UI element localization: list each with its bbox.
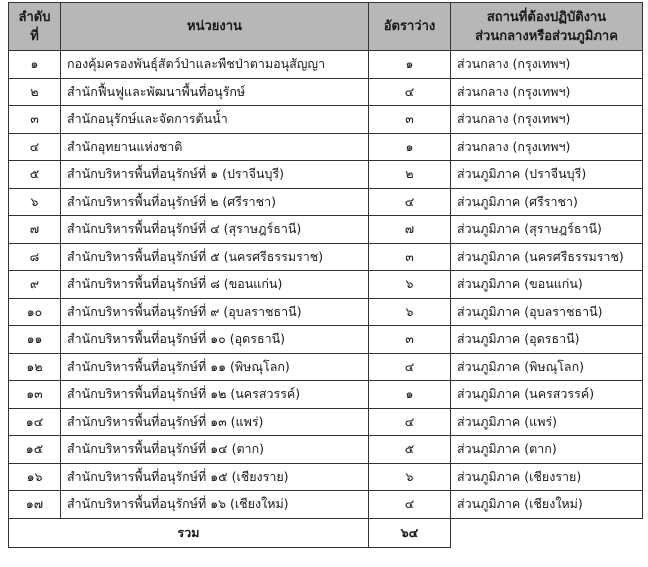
row-number: ๒ bbox=[9, 78, 61, 106]
row-vacancy-count: ๖ bbox=[369, 298, 451, 326]
row-vacancy-count: ๖ bbox=[369, 271, 451, 299]
row-number: ๑๗ bbox=[9, 491, 61, 519]
header-location-line2: ส่วนกลางหรือส่วนภูมิภาค bbox=[475, 28, 618, 44]
row-unit: กองคุ้มครองพันธุ์สัตว์ป่าและพืชป่าตามอนุสัญญา bbox=[61, 51, 369, 79]
row-location: ส่วนภูมิภาค (อุดรธานี) bbox=[451, 326, 643, 354]
row-unit: สำนักฟื้นฟูและพัฒนาพื้นที่อนุรักษ์ bbox=[61, 78, 369, 106]
table-row bbox=[9, 78, 643, 106]
row-number: ๑๓ bbox=[9, 381, 61, 409]
row-unit: สำนักบริหารพื้นที่อนุรักษ์ที่ ๑๐ (อุดรธานี) bbox=[61, 326, 369, 354]
row-location: ส่วนภูมิภาค (แพร่) bbox=[451, 408, 643, 436]
total-row bbox=[9, 518, 643, 547]
row-location: ส่วนภูมิภาค (ปราจีนบุรี) bbox=[451, 161, 643, 189]
row-location: ส่วนภูมิภาค (ศรีราชา) bbox=[451, 188, 643, 216]
row-location: ส่วนกลาง (กรุงเทพฯ) bbox=[451, 133, 643, 161]
row-vacancy-count: ๗ bbox=[369, 216, 451, 244]
row-vacancy-count: ๖ bbox=[369, 463, 451, 491]
row-number: ๑๒ bbox=[9, 353, 61, 381]
row-unit: สำนักบริหารพื้นที่อนุรักษ์ที่ ๑ (ปราจีนบุรี) bbox=[61, 161, 369, 189]
row-number: ๑๐ bbox=[9, 298, 61, 326]
row-vacancy-count: ๓ bbox=[369, 326, 451, 354]
row-number: ๑๕ bbox=[9, 436, 61, 464]
row-number: ๓ bbox=[9, 106, 61, 134]
row-vacancy-count: ๔ bbox=[369, 78, 451, 106]
row-vacancy-count: ๔ bbox=[369, 353, 451, 381]
table-row bbox=[9, 243, 643, 271]
row-unit: สำนักบริหารพื้นที่อนุรักษ์ที่ ๒ (ศรีราชา) bbox=[61, 188, 369, 216]
row-unit: สำนักบริหารพื้นที่อนุรักษ์ที่ ๑๔ (ตาก) bbox=[61, 436, 369, 464]
row-vacancy-count: ๓ bbox=[369, 106, 451, 134]
row-vacancy-count: ๔ bbox=[369, 188, 451, 216]
row-unit: สำนักบริหารพื้นที่อนุรักษ์ที่ ๘ (ขอนแก่น) bbox=[61, 271, 369, 299]
row-location: ส่วนภูมิภาค (ขอนแก่น) bbox=[451, 271, 643, 299]
total-label: รวม bbox=[9, 518, 369, 547]
row-unit: สำนักบริหารพื้นที่อนุรักษ์ที่ ๙ (อุบลราชธานี) bbox=[61, 298, 369, 326]
row-location: ส่วนภูมิภาค (เชียงราย) bbox=[451, 463, 643, 491]
table-row bbox=[9, 436, 643, 464]
row-number: ๔ bbox=[9, 133, 61, 161]
table-row bbox=[9, 106, 643, 134]
table-footer bbox=[9, 518, 643, 547]
row-unit: สำนักบริหารพื้นที่อนุรักษ์ที่ ๑๑ (พิษณุโลก) bbox=[61, 353, 369, 381]
row-location: ส่วนภูมิภาค (ตาก) bbox=[451, 436, 643, 464]
header-unit: หน่วยงาน bbox=[61, 3, 369, 51]
row-vacancy-count: ๕ bbox=[369, 436, 451, 464]
row-unit: สำนักอุทยานแห่งชาติ bbox=[61, 133, 369, 161]
row-vacancy-count: ๓ bbox=[369, 243, 451, 271]
table-row bbox=[9, 298, 643, 326]
row-unit: สำนักบริหารพื้นที่อนุรักษ์ที่ ๕ (นครศรีธรรมราช) bbox=[61, 243, 369, 271]
table-row bbox=[9, 463, 643, 491]
row-location: ส่วนกลาง (กรุงเทพฯ) bbox=[451, 51, 643, 79]
row-unit: สำนักบริหารพื้นที่อนุรักษ์ที่ ๑๖ (เชียงใหม่) bbox=[61, 491, 369, 519]
header-location bbox=[451, 3, 643, 51]
vacancy-table-document bbox=[8, 2, 643, 548]
table-row bbox=[9, 408, 643, 436]
row-number: ๑๔ bbox=[9, 408, 61, 436]
row-unit: สำนักอนุรักษ์และจัดการต้นน้ำ bbox=[61, 106, 369, 134]
total-blank-cell bbox=[451, 518, 643, 547]
row-vacancy-count: ๔ bbox=[369, 491, 451, 519]
row-location: ส่วนภูมิภาค (พิษณุโลก) bbox=[451, 353, 643, 381]
row-location: ส่วนภูมิภาค (สุราษฎร์ธานี) bbox=[451, 216, 643, 244]
row-number: ๘ bbox=[9, 243, 61, 271]
table-row bbox=[9, 161, 643, 189]
row-number: ๑๑ bbox=[9, 326, 61, 354]
row-number: ๙ bbox=[9, 271, 61, 299]
row-location: ส่วนกลาง (กรุงเทพฯ) bbox=[451, 106, 643, 134]
row-unit: สำนักบริหารพื้นที่อนุรักษ์ที่ ๑๓ (แพร่) bbox=[61, 408, 369, 436]
row-vacancy-count: ๑ bbox=[369, 51, 451, 79]
table-row bbox=[9, 491, 643, 519]
table-row bbox=[9, 133, 643, 161]
table-header bbox=[9, 3, 643, 51]
header-order bbox=[9, 3, 61, 51]
table-row bbox=[9, 216, 643, 244]
row-location: ส่วนภูมิภาค (เชียงใหม่) bbox=[451, 491, 643, 519]
table-row bbox=[9, 188, 643, 216]
row-location: ส่วนกลาง (กรุงเทพฯ) bbox=[451, 78, 643, 106]
table-row bbox=[9, 51, 643, 79]
row-unit: สำนักบริหารพื้นที่อนุรักษ์ที่ ๑๕ (เชียงราย) bbox=[61, 463, 369, 491]
table-body bbox=[9, 51, 643, 519]
row-number: ๖ bbox=[9, 188, 61, 216]
vacancy-table bbox=[8, 2, 643, 548]
header-row bbox=[9, 3, 643, 51]
row-number: ๑๖ bbox=[9, 463, 61, 491]
total-value: ๖๔ bbox=[369, 518, 451, 547]
row-location: ส่วนภูมิภาค (นครสวรรค์) bbox=[451, 381, 643, 409]
table-row bbox=[9, 353, 643, 381]
row-vacancy-count: ๒ bbox=[369, 161, 451, 189]
row-vacancy-count: ๔ bbox=[369, 408, 451, 436]
row-number: ๑ bbox=[9, 51, 61, 79]
row-location: ส่วนภูมิภาค (นครศรีธรรมราช) bbox=[451, 243, 643, 271]
row-unit: สำนักบริหารพื้นที่อนุรักษ์ที่ ๑๒ (นครสวรรค์) bbox=[61, 381, 369, 409]
row-number: ๕ bbox=[9, 161, 61, 189]
table-row bbox=[9, 381, 643, 409]
row-unit: สำนักบริหารพื้นที่อนุรักษ์ที่ ๔ (สุราษฎร์ธานี) bbox=[61, 216, 369, 244]
header-order-line2: ที่ bbox=[30, 28, 39, 44]
table-row bbox=[9, 326, 643, 354]
header-order-line1: ลำดับ bbox=[18, 9, 51, 25]
row-vacancy-count: ๑ bbox=[369, 381, 451, 409]
table-row bbox=[9, 271, 643, 299]
header-vacancy: อัตราว่าง bbox=[369, 3, 451, 51]
row-location: ส่วนภูมิภาค (อุบลราชธานี) bbox=[451, 298, 643, 326]
row-number: ๗ bbox=[9, 216, 61, 244]
row-vacancy-count: ๑ bbox=[369, 133, 451, 161]
header-location-line1: สถานที่ต้องปฏิบัติงาน bbox=[486, 9, 607, 25]
